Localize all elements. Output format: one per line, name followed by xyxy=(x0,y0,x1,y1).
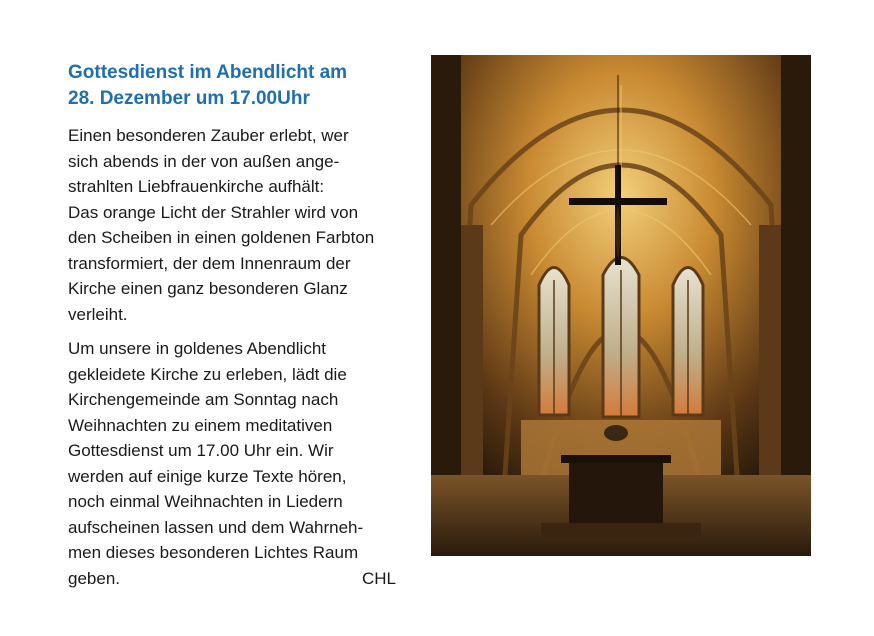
paragraph-2-line: Gottesdienst um 17.00 Uhr ein. Wir xyxy=(68,441,334,460)
paragraph-2-line: aufscheinen lassen und dem Wahrneh- xyxy=(68,517,364,537)
paragraph-2-line: Weihnachten zu einem meditativen xyxy=(68,415,333,435)
author-signature: CHL xyxy=(362,568,397,588)
paragraph-1-line: strahlten Liebfrauenkirche aufhält: xyxy=(68,177,325,196)
church-interior-photo xyxy=(431,55,811,556)
title-line-1: Gottesdienst im Abendlicht am xyxy=(68,62,348,83)
paragraph-2 xyxy=(68,336,413,591)
paragraph-2-line: gekleidete Kirche zu erleben, lädt die xyxy=(68,364,347,384)
paragraph-1 xyxy=(68,123,413,327)
paragraph-1-line: Kirche einen ganz besonderen Glanz xyxy=(68,279,348,298)
paragraph-1-line: verleiht. xyxy=(68,304,128,324)
paragraph-2-line: Um unsere in goldenes Abendlicht xyxy=(68,339,326,358)
title-line-2: 28. Dezember um 17.00Uhr xyxy=(68,88,310,109)
paragraph-2-line: geben. xyxy=(68,568,120,588)
paragraph-2-last-line xyxy=(68,566,413,592)
paragraph-1-line: transformiert, der dem Innenraum der xyxy=(68,253,351,273)
paragraph-2-line: noch einmal Weihnachten in Liedern xyxy=(68,492,343,511)
paragraph-1-line: sich abends in der von außen ange- xyxy=(68,151,340,171)
article-title xyxy=(68,60,408,112)
paragraph-2-line: werden auf einige kurze Texte hören, xyxy=(68,466,347,486)
paragraph-2-line: men dieses besonderen Lichtes Raum xyxy=(68,543,359,562)
paragraph-1-line: den Scheiben in einen goldenen Farbton xyxy=(68,228,375,247)
paragraph-1-line: Einen besonderen Zauber erlebt, wer xyxy=(68,126,349,145)
paragraph-2-line: Kirchengemeinde am Sonntag nach xyxy=(68,390,339,409)
paragraph-1-line: Das orange Licht der Strahler wird von xyxy=(68,202,359,222)
